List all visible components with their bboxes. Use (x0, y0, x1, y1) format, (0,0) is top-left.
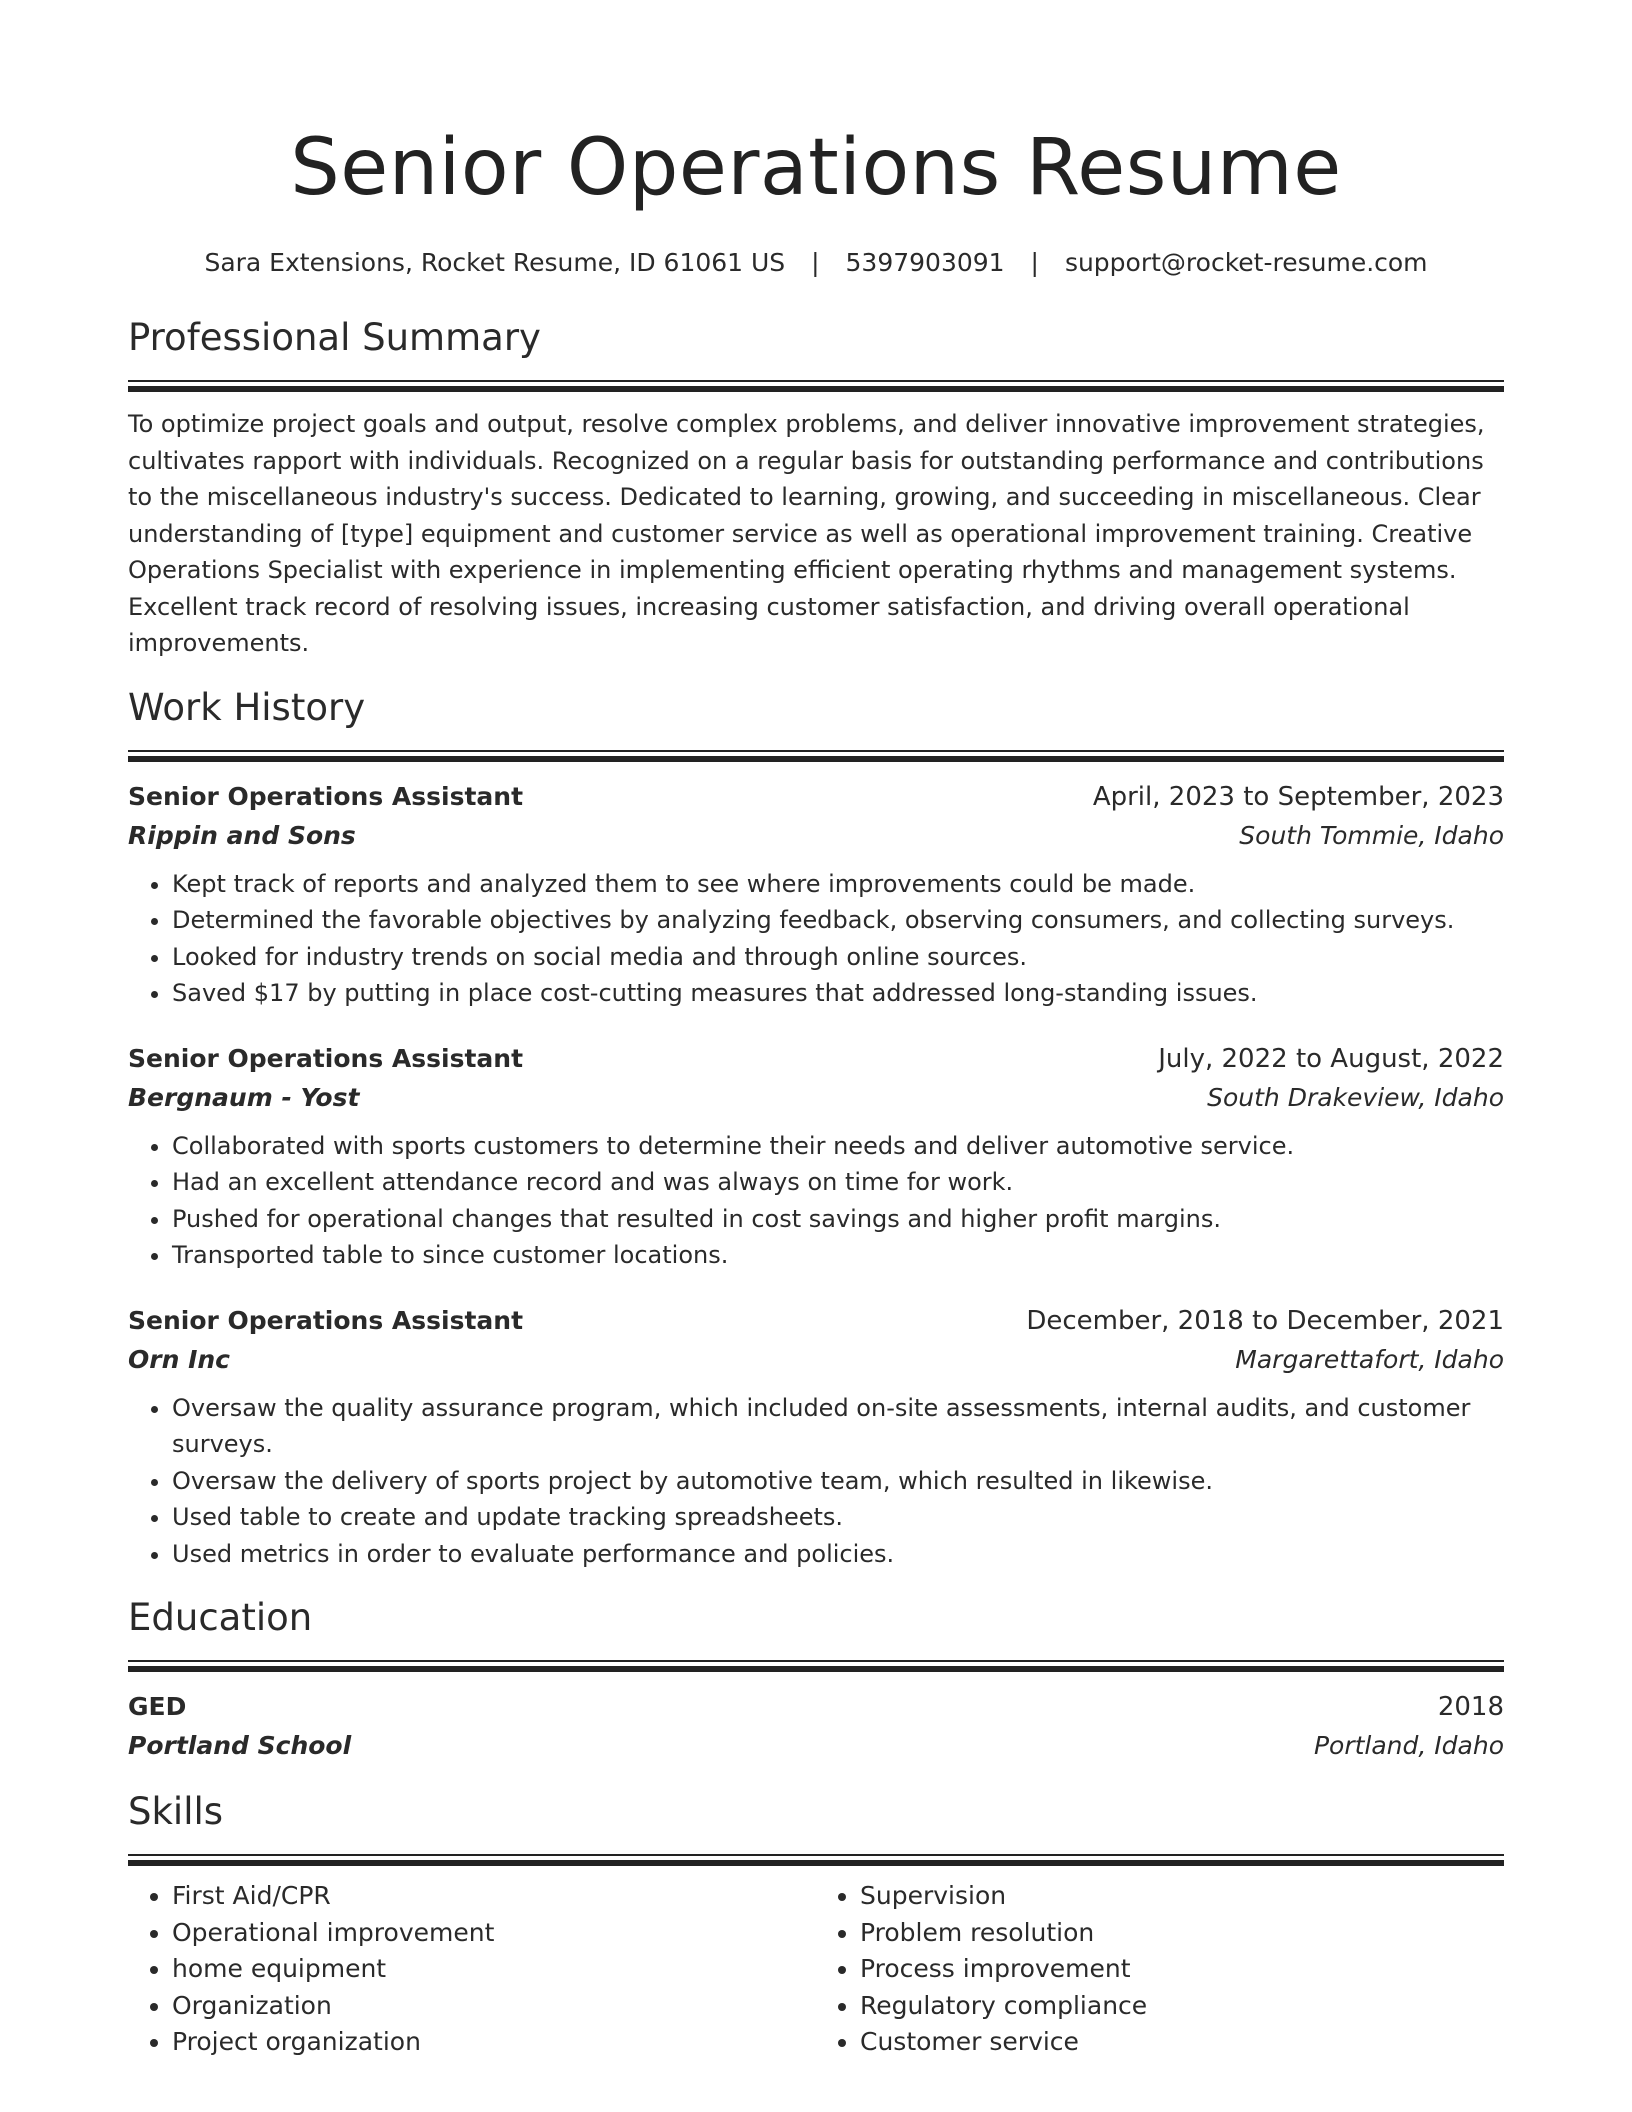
job-company-row (128, 816, 1504, 856)
education-heading: Education (128, 1596, 313, 1639)
section-divider (128, 750, 1504, 762)
skills-section (128, 1788, 1504, 2061)
job-location: Margarettafort, Idaho (1235, 1344, 1504, 1374)
section-divider (128, 380, 1504, 392)
job-header-row (128, 1302, 1504, 1340)
job-bullet: • Saved $17 by putting in place cost-cutting measures that addressed long-standing issues. (172, 975, 1504, 1012)
job-bullet: • Had an excellent attendance record and was always on time for work. (172, 1164, 1504, 1201)
work-history-section (128, 684, 1504, 1573)
skill-item: • Supervision (860, 1878, 1504, 1915)
skill-item: • Process improvement (860, 1951, 1504, 1988)
contact-email: support@rocket-resume.com (1064, 248, 1428, 277)
contact-phone: 5397903091 (845, 248, 1005, 277)
education-header-row (128, 1688, 1504, 1726)
job-bullet: • Collaborated with sports customers to determine their needs and deliver automotive service. (172, 1128, 1504, 1165)
job-header-row (128, 778, 1504, 816)
education-entry (128, 1688, 1504, 1766)
summary-heading: Professional Summary (128, 316, 541, 359)
degree-name: GED (128, 1692, 187, 1721)
school-location: Portland, Idaho (1313, 1731, 1504, 1760)
skill-item: • Organization (172, 1988, 816, 2025)
summary-text: To optimize project goals and output, resolve complex problems, and deliver innovative improvement strategies, cultivates rapport with individuals. Recognized on a regular basis for outstanding performance and contributions to the miscellaneous industry's success. Dedicated to learning, growing, and succeeding in miscellaneous. Clear understanding of [type] equipment and customer service as well as operational improvement training. Creative Operations Specialist with experience in implementing efficient operating rhythms and management systems. Excellent track record of resolving issues, increasing customer satisfaction, and driving overall operational improvements. (128, 410, 1485, 657)
school-name: Portland School (128, 1731, 352, 1760)
job-bullets (128, 1128, 1504, 1274)
job-dates: April, 2023 to September, 2023 (1092, 781, 1504, 812)
job-bullet: • Pushed for operational changes that resulted in cost savings and higher profit margins. (172, 1201, 1504, 1238)
job-company-row (128, 1078, 1504, 1118)
skills-list-right (816, 1878, 1504, 2061)
job-entry (128, 778, 1504, 1012)
job-entry (128, 1040, 1504, 1274)
job-location: South Tommie, Idaho (1239, 820, 1504, 850)
job-bullet: • Used table to create and update tracking spreadsheets. (172, 1499, 1504, 1536)
skill-item: • home equipment (172, 1951, 816, 1988)
summary-section (128, 314, 1504, 662)
skill-item: • Operational improvement (172, 1915, 816, 1952)
job-bullets (128, 1390, 1504, 1573)
job-bullet: • Used metrics in order to evaluate performance and policies. (172, 1536, 1504, 1573)
company-name: Rippin and Sons (128, 820, 356, 850)
job-dates: July, 2022 to August, 2022 (1158, 1043, 1504, 1074)
skill-item: • Project organization (172, 2024, 816, 2061)
education-school-row (128, 1726, 1504, 1766)
contact-separator: | (1030, 248, 1039, 277)
education-section (128, 1594, 1504, 1766)
section-divider (128, 1854, 1504, 1866)
job-bullet: • Oversaw the delivery of sports project by automotive team, which resulted in likewise. (172, 1463, 1504, 1500)
company-name: Bergnaum - Yost (128, 1082, 360, 1112)
skill-item: • Customer service (860, 2024, 1504, 2061)
skills-heading: Skills (128, 1790, 224, 1833)
job-title: Senior Operations Assistant (128, 1043, 524, 1073)
job-title: Senior Operations Assistant (128, 1305, 524, 1335)
job-company-row (128, 1340, 1504, 1380)
skill-item: • Problem resolution (860, 1915, 1504, 1952)
section-divider (128, 1660, 1504, 1672)
work-history-heading: Work History (128, 685, 366, 729)
job-location: South Drakeview, Idaho (1207, 1082, 1504, 1112)
skills-grid (128, 1878, 1504, 2061)
skill-item: • First Aid/CPR (172, 1878, 816, 1915)
job-entry (128, 1302, 1504, 1573)
job-bullet: • Oversaw the quality assurance program, which included on-site assessments, internal audits, and customer surveys. (172, 1390, 1504, 1463)
job-bullets (128, 866, 1504, 1012)
job-dates: December, 2018 to December, 2021 (1026, 1305, 1504, 1336)
job-title: Senior Operations Assistant (128, 781, 524, 811)
contact-separator: | (811, 248, 820, 277)
education-year: 2018 (1437, 1692, 1504, 1722)
job-bullet: • Kept track of reports and analyzed them to see where improvements could be made. (172, 866, 1504, 903)
skill-item: • Regulatory compliance (860, 1988, 1504, 2025)
contact-line (128, 246, 1504, 280)
job-bullet: • Transported table to since customer locations. (172, 1237, 1504, 1274)
skills-list-left (128, 1878, 816, 2061)
job-bullet: • Looked for industry trends on social media and through online sources. (172, 939, 1504, 976)
page-title: Senior Operations Resume (290, 123, 1342, 213)
company-name: Orn Inc (128, 1344, 231, 1374)
job-bullet: • Determined the favorable objectives by analyzing feedback, observing consumers, and collecting surveys. (172, 902, 1504, 939)
contact-address: Sara Extensions, Rocket Resume, ID 61061 US (204, 248, 786, 277)
job-header-row (128, 1040, 1504, 1078)
